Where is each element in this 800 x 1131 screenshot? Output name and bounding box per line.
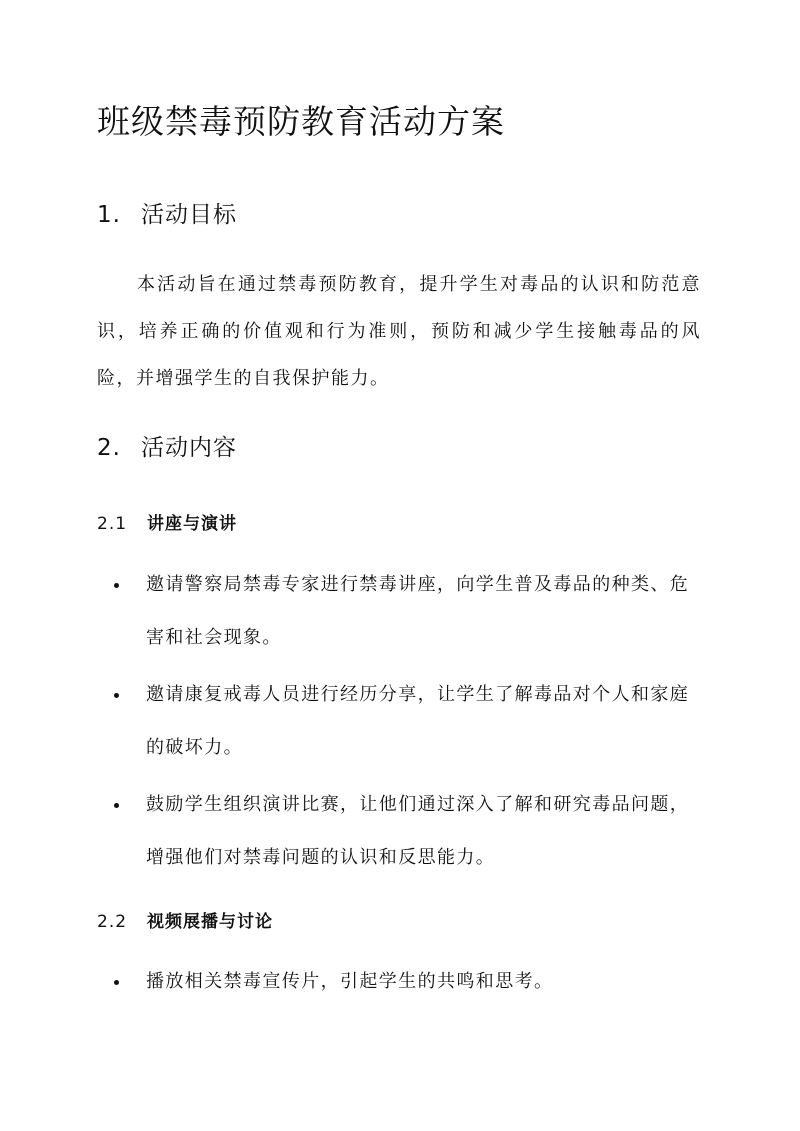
subsection-number: 2.2	[97, 912, 128, 932]
list-item-text: 邀请警察局禁毒专家进行禁毒讲座，向学生普及毒品的种类、危害和社会现象。	[146, 574, 690, 648]
list-item	[114, 558, 704, 664]
list-item-text: 邀请康复戒毒人员进行经历分享，让学生了解毒品对个人和家庭的破坏力。	[146, 684, 690, 758]
list-item	[114, 778, 704, 884]
subsection-number: 2.1	[97, 514, 128, 534]
bullet-icon	[114, 980, 119, 985]
bullet-icon	[114, 583, 119, 588]
subsection-heading-lectures	[97, 509, 237, 534]
section-number: 1.	[97, 202, 121, 228]
bullet-icon	[114, 803, 119, 808]
section-number: 2.	[97, 435, 121, 461]
list-item	[114, 955, 704, 1008]
section-heading-goals	[97, 196, 237, 229]
bullet-icon	[114, 693, 119, 698]
list-item	[114, 668, 704, 774]
document-title: 班级禁毒预防教育活动方案	[97, 102, 505, 141]
goals-paragraph: 本活动旨在通过禁毒预防教育，提升学生对毒品的认识和防范意识，培养正确的价值观和行为准则，预防和减少学生接触毒品的风险，并增强学生的自我保护能力。	[97, 274, 701, 389]
section-title: 活动内容	[141, 435, 237, 461]
list-item-text: 播放相关禁毒宣传片，引起学生的共鸣和思考。	[146, 971, 554, 992]
list-item-text: 鼓励学生组织演讲比赛，让他们通过深入了解和研究毒品问题，增强他们对禁毒问题的认识和反思能力。	[146, 794, 690, 868]
section-heading-content	[97, 429, 237, 462]
section-title: 活动目标	[141, 202, 237, 228]
subsection-title: 视频展播与讨论	[147, 912, 273, 932]
subsection-heading-videos	[97, 907, 273, 932]
subsection-title: 讲座与演讲	[147, 514, 237, 534]
